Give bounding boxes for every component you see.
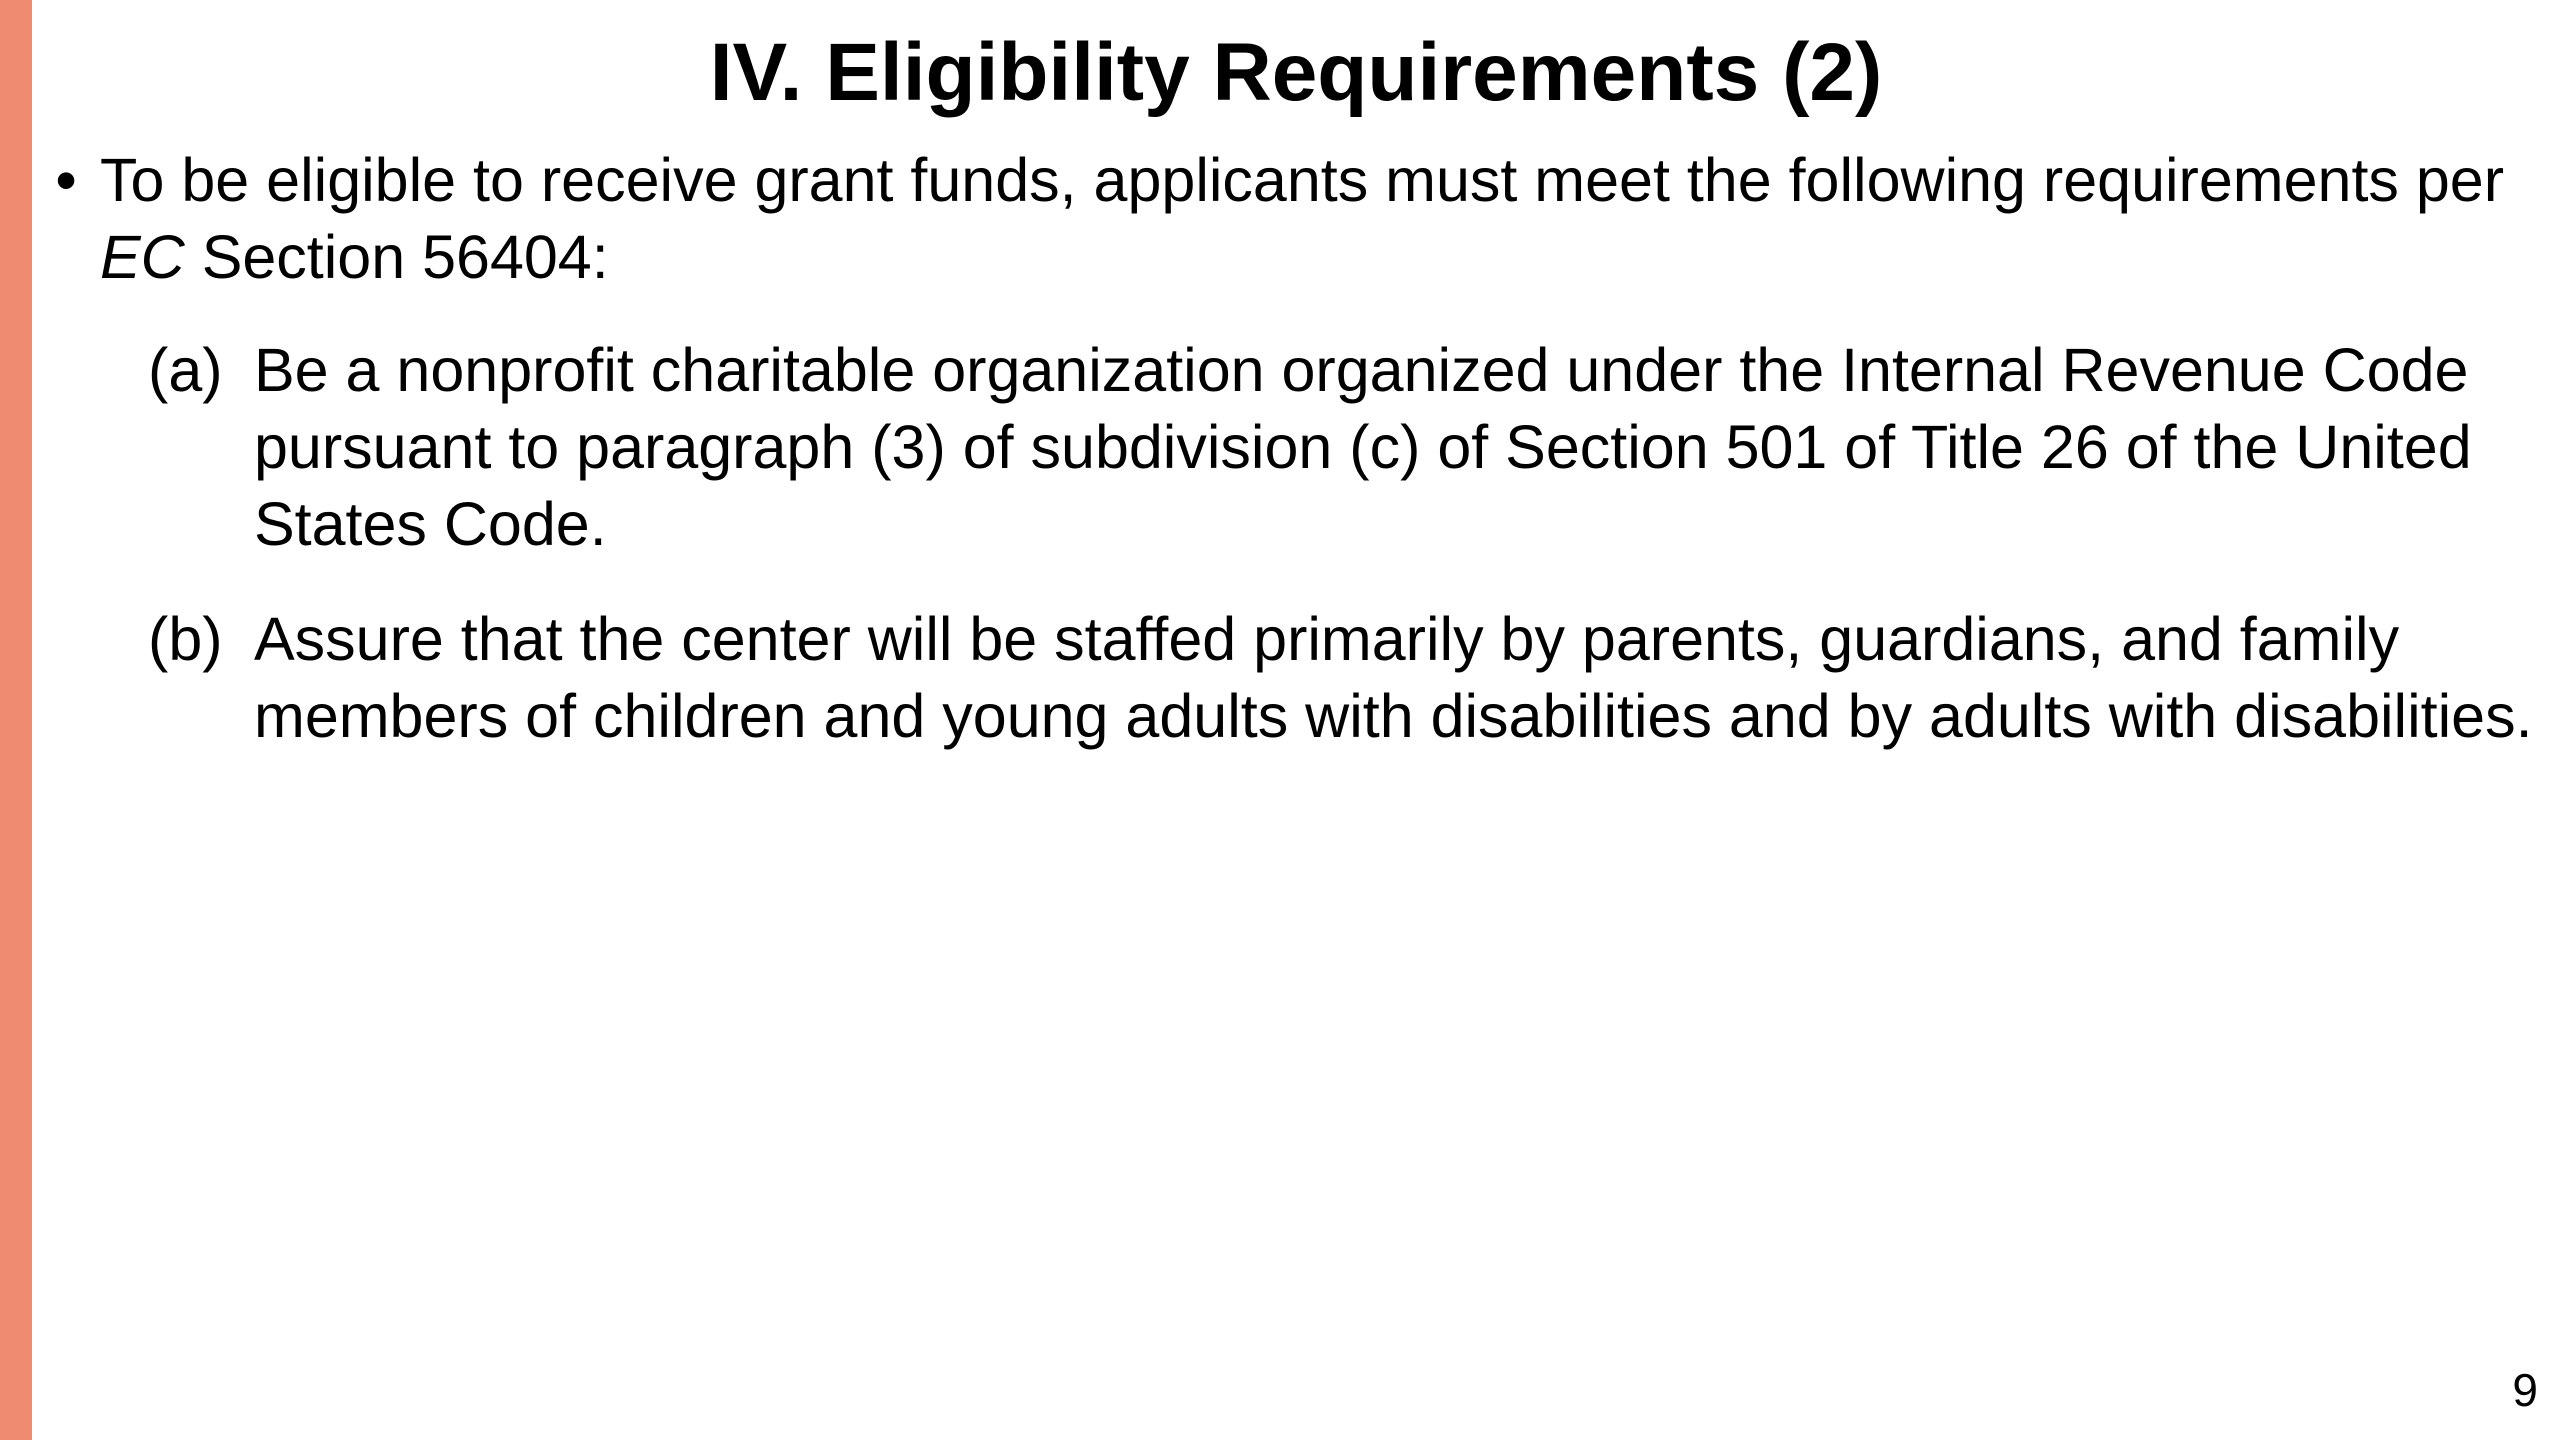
content-area: [46, 142, 2533, 793]
requirement-marker: (a): [148, 336, 223, 404]
accent-bar: [0, 0, 32, 1440]
requirement-marker: (b): [148, 605, 223, 673]
bullet-marker: •: [55, 146, 77, 214]
page-number: 9: [2512, 1364, 2538, 1416]
intro-emphasis: EC: [100, 223, 185, 291]
requirement-text: Assure that the center will be staffed primarily by parents, guardians, and family members of children and young adults with disabilities and by adults with disabilities.: [254, 605, 2533, 750]
requirement-b: [148, 601, 2544, 755]
intro-text-before: To be eligible to receive grant funds, applicants must meet the following requirements per: [100, 146, 2505, 214]
slide-title: IV. Eligibility Requirements (2): [709, 27, 1883, 118]
requirements-list: [46, 332, 2533, 755]
intro-text-after: Section 56404:: [184, 223, 609, 291]
bullet-intro-text: [100, 146, 2504, 291]
requirement-a: [148, 332, 2544, 563]
bullet-item: [46, 142, 2526, 296]
requirement-text: Be a nonprofit charitable organization organized under the Internal Revenue Code pursuant to paragraph (3) of subdivision (c) of Section 501 of Title 26 of the United States Code.: [254, 336, 2472, 558]
